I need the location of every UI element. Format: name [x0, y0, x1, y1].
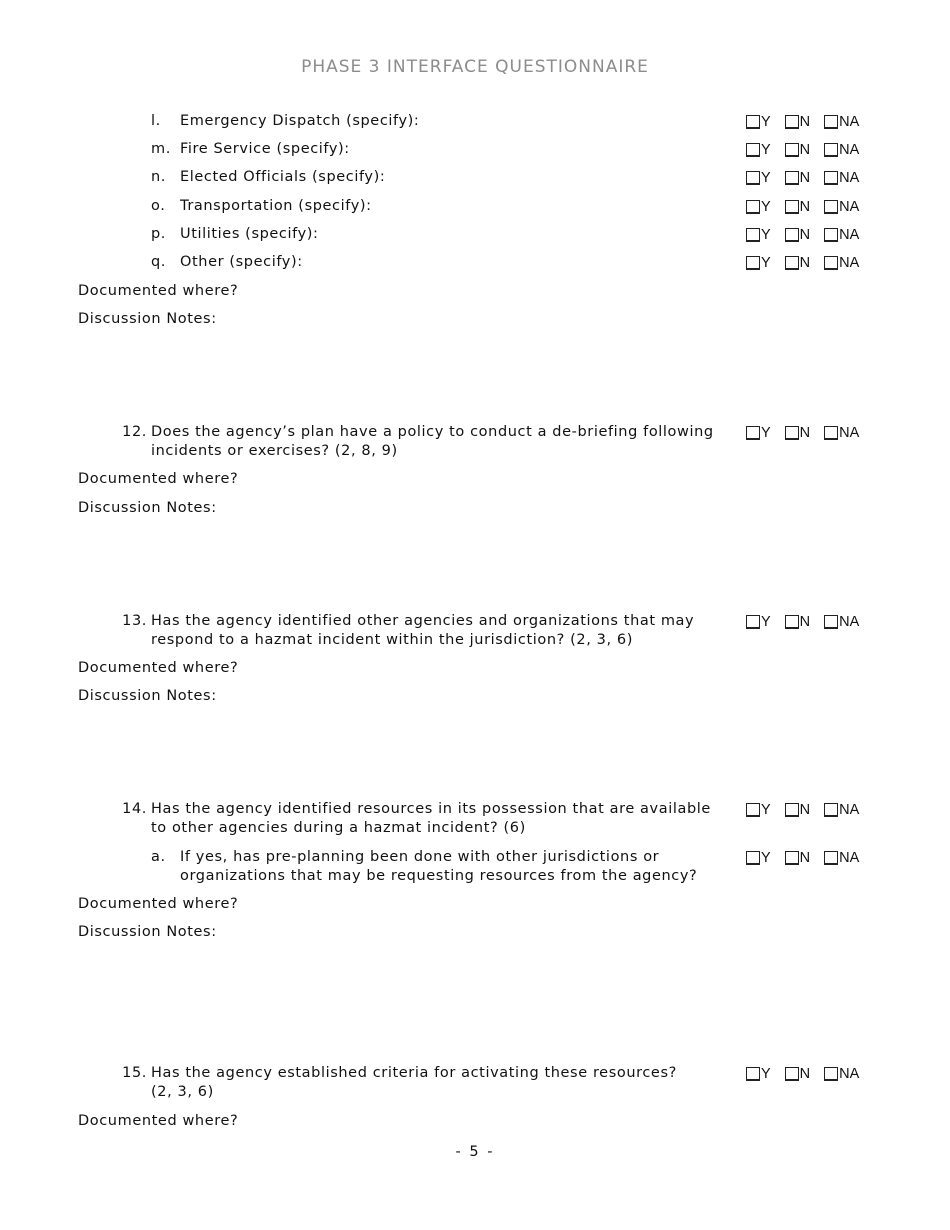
option-label: NA [839, 254, 860, 271]
answer-group-14a [746, 849, 859, 866]
option-label: Y [761, 1065, 771, 1082]
option-label: Y [761, 169, 771, 186]
question-number: 14. [122, 801, 147, 817]
option-label: NA [839, 801, 860, 818]
checkbox-no[interactable] [785, 200, 799, 214]
checkbox-yes[interactable] [746, 228, 760, 242]
question-number: 15. [122, 1065, 147, 1081]
option-label: NA [839, 613, 860, 630]
question-13-text [151, 612, 694, 650]
question-line: Does the agency’s plan have a policy to conduct a de-briefing following [151, 424, 714, 440]
checkbox-na[interactable] [824, 200, 838, 214]
checkbox-na[interactable] [824, 115, 838, 129]
checkbox-yes[interactable] [746, 851, 760, 865]
answer-group-l [746, 113, 859, 130]
checkbox-no[interactable] [785, 803, 799, 817]
subitem-fire-service: Fire Service (specify): [180, 141, 350, 157]
checkbox-yes[interactable] [746, 200, 760, 214]
subitem-emergency-dispatch: Emergency Dispatch (specify): [180, 113, 420, 129]
documented-where-label: Documented where? [78, 471, 239, 487]
checkbox-na[interactable] [824, 615, 838, 629]
answer-group-q [746, 254, 859, 271]
option-label: NA [839, 849, 860, 866]
option-label: NA [839, 424, 860, 441]
option-label: N [799, 254, 811, 271]
question-14-text [151, 800, 711, 838]
checkbox-no[interactable] [785, 171, 799, 185]
checkbox-yes[interactable] [746, 115, 760, 129]
checkbox-yes[interactable] [746, 426, 760, 440]
answer-group-m [746, 141, 859, 158]
subitem-letter: p. [151, 226, 167, 242]
subitem-transportation: Transportation (specify): [180, 198, 372, 214]
documented-where-label: Documented where? [78, 283, 239, 299]
option-label: Y [761, 254, 771, 271]
checkbox-no[interactable] [785, 426, 799, 440]
option-label: N [799, 226, 811, 243]
question-line: (2, 3, 6) [151, 1084, 214, 1100]
option-label: Y [761, 226, 771, 243]
option-label: N [799, 198, 811, 215]
checkbox-no[interactable] [785, 851, 799, 865]
answer-group-14 [746, 801, 859, 818]
checkbox-na[interactable] [824, 851, 838, 865]
option-label: N [799, 169, 811, 186]
subitem-other: Other (specify): [180, 254, 303, 270]
option-label: N [799, 849, 811, 866]
checkbox-yes[interactable] [746, 1067, 760, 1081]
option-label: NA [839, 141, 860, 158]
subitem-utilities: Utilities (specify): [180, 226, 319, 242]
option-label: Y [761, 113, 771, 130]
option-label: N [799, 1065, 811, 1082]
option-label: Y [761, 141, 771, 158]
option-label: Y [761, 613, 771, 630]
checkbox-na[interactable] [824, 1067, 838, 1081]
subitem-letter: o. [151, 198, 166, 214]
checkbox-yes[interactable] [746, 143, 760, 157]
documented-where-label: Documented where? [78, 1113, 239, 1129]
discussion-notes-label: Discussion Notes: [78, 924, 217, 940]
option-label: NA [839, 169, 860, 186]
subitem-letter: l. [151, 113, 161, 129]
checkbox-yes[interactable] [746, 803, 760, 817]
option-label: Y [761, 424, 771, 441]
option-label: NA [839, 198, 860, 215]
answer-group-o [746, 198, 859, 215]
checkbox-na[interactable] [824, 426, 838, 440]
question-line: If yes, has pre-planning been done with other jurisdictions or [180, 849, 660, 865]
option-label: Y [761, 849, 771, 866]
checkbox-yes[interactable] [746, 256, 760, 270]
option-label: N [799, 113, 811, 130]
page-header: PHASE 3 INTERFACE QUESTIONNAIRE [301, 57, 649, 77]
question-line: organizations that may be requesting resources from the agency? [180, 868, 698, 884]
checkbox-no[interactable] [785, 143, 799, 157]
checkbox-na[interactable] [824, 803, 838, 817]
subquestion-letter: a. [151, 849, 166, 865]
checkbox-na[interactable] [824, 143, 838, 157]
option-label: Y [761, 198, 771, 215]
question-number: 12. [122, 424, 147, 440]
option-label: N [799, 424, 811, 441]
question-line: Has the agency identified resources in its possession that are available [151, 801, 711, 817]
discussion-notes-label: Discussion Notes: [78, 688, 217, 704]
checkbox-no[interactable] [785, 228, 799, 242]
checkbox-no[interactable] [785, 115, 799, 129]
subitem-letter: m. [151, 141, 171, 157]
subitem-elected-officials: Elected Officials (specify): [180, 169, 386, 185]
discussion-notes-label: Discussion Notes: [78, 311, 217, 327]
option-label: N [799, 141, 811, 158]
question-line: Has the agency established criteria for activating these resources? [151, 1065, 677, 1081]
option-label: N [799, 613, 811, 630]
checkbox-no[interactable] [785, 256, 799, 270]
option-label: N [799, 801, 811, 818]
answer-group-n [746, 169, 859, 186]
question-line: to other agencies during a hazmat incident? (6) [151, 820, 526, 836]
question-14a-text [180, 848, 697, 886]
checkbox-na[interactable] [824, 228, 838, 242]
answer-group-13 [746, 613, 859, 630]
discussion-notes-label: Discussion Notes: [78, 500, 217, 516]
checkbox-na[interactable] [824, 256, 838, 270]
documented-where-label: Documented where? [78, 660, 239, 676]
option-label: NA [839, 1065, 860, 1082]
question-15-text [151, 1064, 677, 1102]
option-label: NA [839, 226, 860, 243]
question-line: Has the agency identified other agencies and organizations that may [151, 613, 695, 629]
documented-where-label: Documented where? [78, 896, 239, 912]
checkbox-yes[interactable] [746, 615, 760, 629]
checkbox-no[interactable] [785, 1067, 799, 1081]
checkbox-na[interactable] [824, 171, 838, 185]
answer-group-12 [746, 424, 859, 441]
subitem-letter: n. [151, 169, 166, 185]
question-line: incidents or exercises? (2, 8, 9) [151, 443, 398, 459]
subitem-letter: q. [151, 254, 167, 270]
option-label: Y [761, 801, 771, 818]
checkbox-no[interactable] [785, 615, 799, 629]
question-number: 13. [122, 613, 147, 629]
checkbox-yes[interactable] [746, 171, 760, 185]
answer-group-p [746, 226, 859, 243]
option-label: NA [839, 113, 860, 130]
question-12-text [151, 423, 714, 461]
page-number: - 5 - [455, 1144, 495, 1160]
question-line: respond to a hazmat incident within the jurisdiction? (2, 3, 6) [151, 632, 633, 648]
answer-group-15 [746, 1065, 859, 1082]
